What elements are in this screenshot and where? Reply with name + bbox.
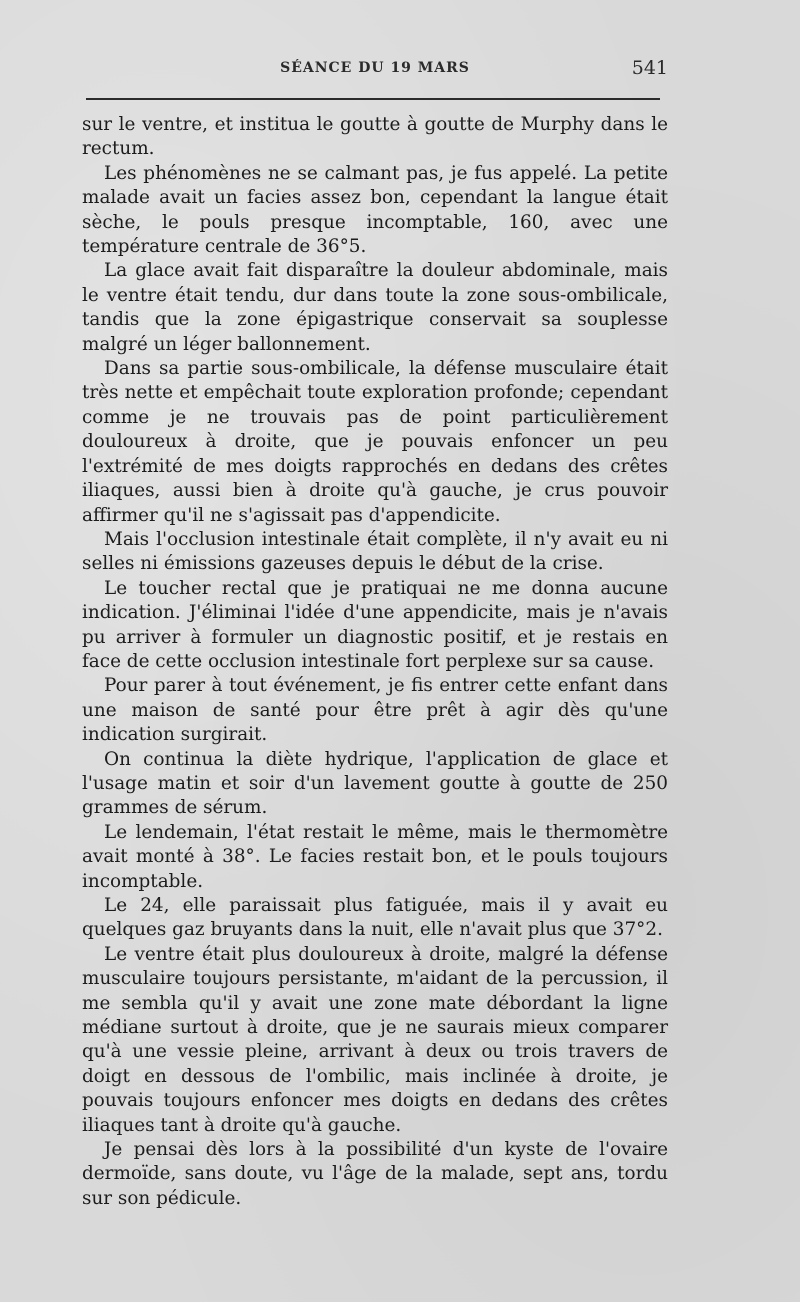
body-text — [82, 113, 668, 1211]
paragraph: Le ventre était plus douloureux à droite, malgré la défense musculaire toujours persistante, m'aidant de la percussion, il me sembla qu'il y avait une zone mate débordant la ligne médiane surtout à droite, que je ne saurais mieux comparer qu'à une vessie pleine, arrivant à deux ou trois travers de doigt en dessous de l'ombilic, mais inclinée à droite, je pouvais toujours enfoncer mes doigts en dedans des crêtes iliaques tant à droite qu'à gauche. — [82, 943, 668, 1136]
page-number: 541 — [631, 57, 668, 79]
paragraph: Le 24, elle paraissait plus fatiguée, mais il y avait eu quelques gaz bruyants dans la nuit, elle n'avait plus que 37°2. — [82, 895, 668, 941]
running-head: SÉANCE DU 19 MARS — [280, 60, 470, 76]
paragraph: Mais l'occlusion intestinale était complète, il n'y avait eu ni selles ni émissions gazeuses depuis le début de la crise. — [82, 528, 668, 575]
header-rule — [86, 98, 660, 100]
paragraph: Je pensai dès lors à la possibilité d'un kyste de l'ovaire dermoïde, sans doute, vu l'âge de la malade, sept ans, tordu sur son pédicule. — [82, 1139, 668, 1209]
paragraph: Dans sa partie sous-ombilicale, la défense musculaire était très nette et empêchait toute exploration profonde; cependant comme je ne trouvais pas de point particulièrement douloureux à droite, que je pouvais enfoncer un peu l'extrémité de mes doigts rapprochés en dedans des crêtes iliaques, aussi bien à droite qu'à gauche, je crus pouvoir affirmer qu'il ne s'agissait pas d'appendicite. — [82, 358, 668, 526]
paragraph: On continua la diète hydrique, l'application de glace et l'usage matin et soir d'un lavement goutte à goutte de 250 grammes de sérum. — [82, 748, 668, 819]
paragraph: La glace avait fait disparaître la douleur abdominale, mais le ventre était tendu, dur dans toute la zone sous-ombilicale, tandis que la zone épigastrique conservait sa souplesse malgré un léger ballonnement. — [82, 260, 668, 355]
paragraph: Le toucher rectal que je pratiquai ne me donna aucune indication. J'éliminai l'idée d'une appendicite, mais je n'avais pu arriver à formuler un diagnostic positif, et je restais en face de cette occlusion intestinale fort perplexe sur sa cause. — [82, 577, 668, 672]
paragraph: Les phénomènes ne se calmant pas, je fus appelé. La petite malade avait un facies assez bon, cependant la langue était sèche, le pouls presque incomptable, 160, avec une température centrale de 36°5. — [82, 162, 668, 258]
paragraph: Le lendemain, l'état restait le même, mais le thermomètre avait monté à 38°. Le facies restait bon, et le pouls toujours incomptable. — [82, 821, 668, 892]
page-header — [82, 57, 668, 86]
paragraph-continuation: sur le ventre, et institua le goutte à goutte de Murphy dans le rectum. — [82, 114, 668, 160]
paragraph: Pour parer à tout événement, je fis entrer cette enfant dans une maison de santé pour être prêt à agir dès qu'une indication surgirait. — [82, 675, 668, 746]
